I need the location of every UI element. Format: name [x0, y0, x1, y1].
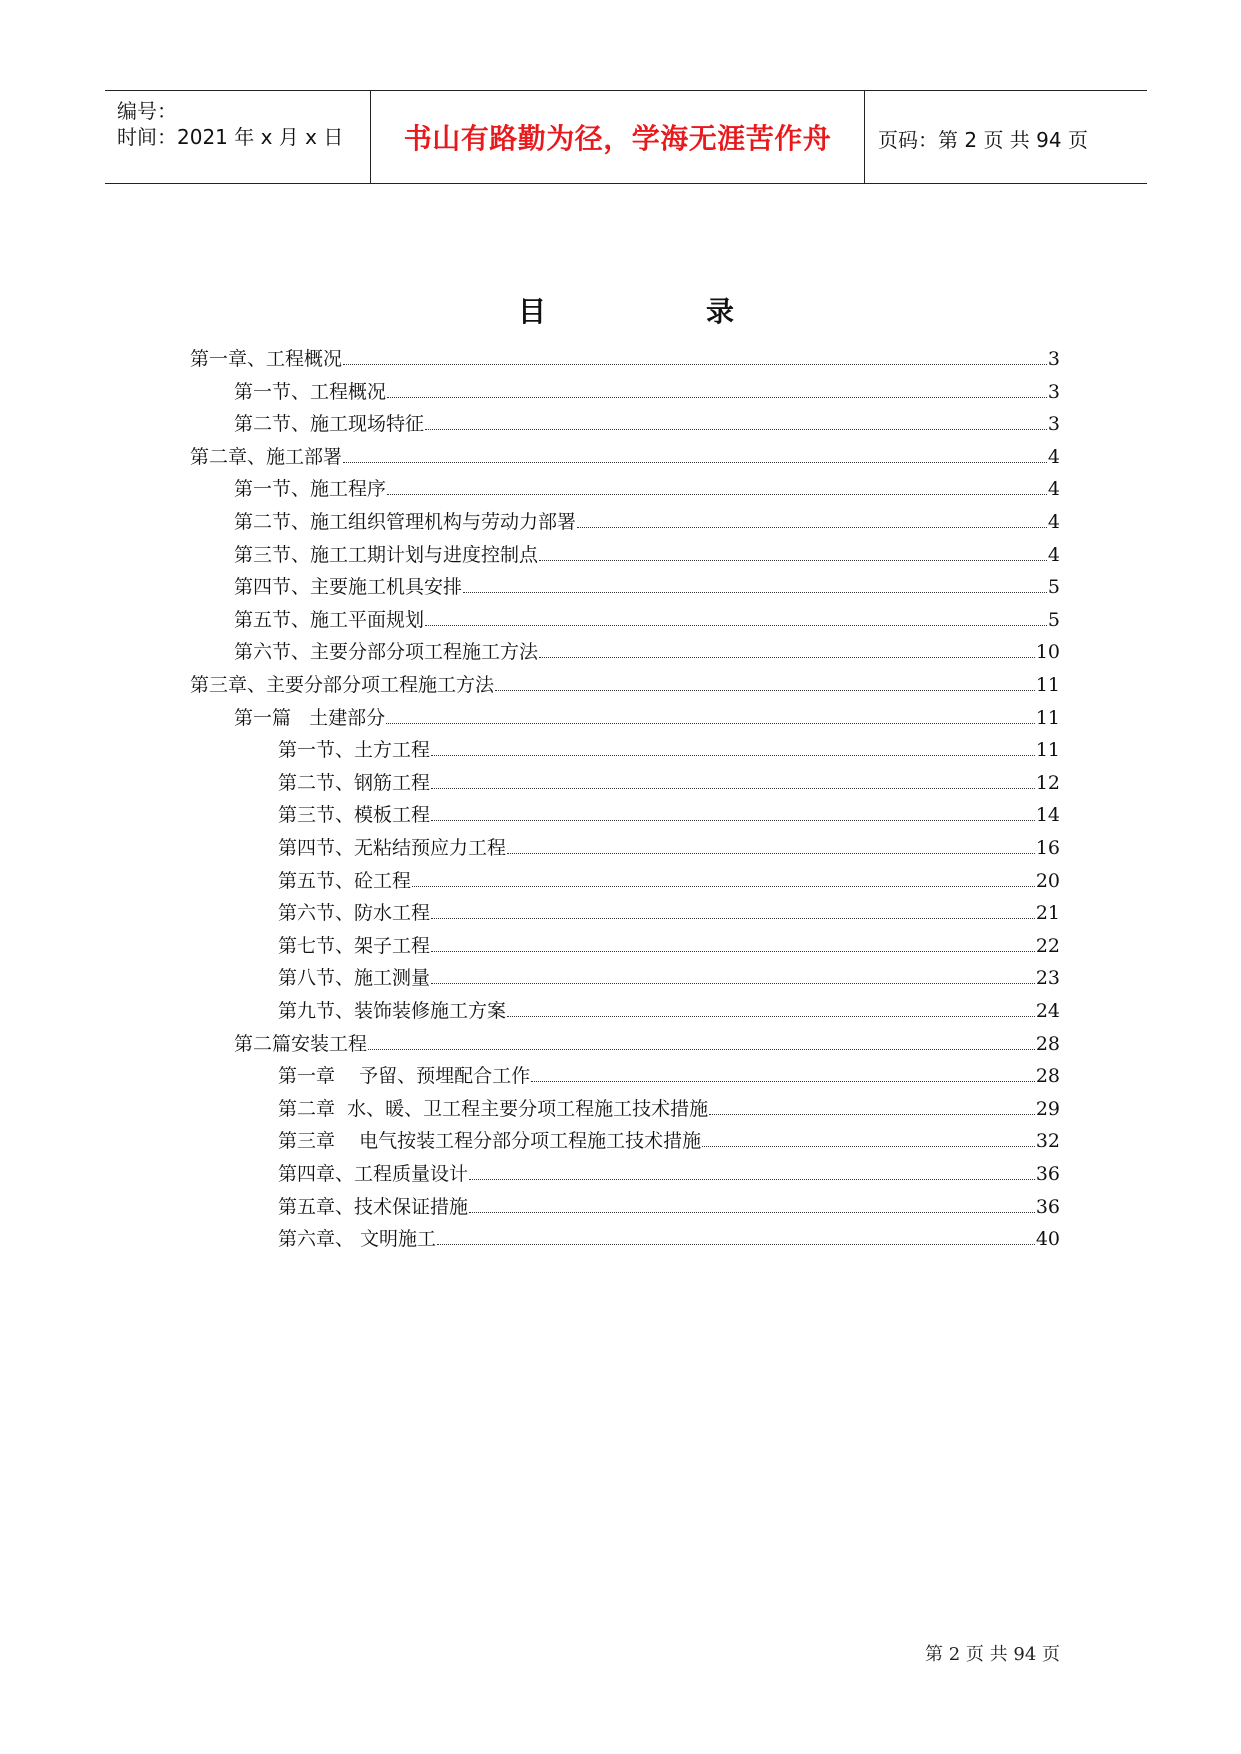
document-number-label: 编号：	[117, 99, 177, 123]
toc-entry-page-number: 28	[1035, 1065, 1060, 1088]
toc-dot-leader	[431, 982, 1035, 984]
toc-entry-label: 第二节、钢筋工程	[278, 771, 431, 794]
toc-entry-label: 第三章、主要分部分项工程施工方法	[190, 674, 495, 696]
toc-entry[interactable]	[278, 735, 1060, 765]
toc-entry-label: 第五节、砼工程	[278, 869, 412, 892]
toc-dot-leader	[507, 1015, 1035, 1017]
toc-entry-label: 第二篇安装工程	[234, 1032, 368, 1055]
toc-entry-page-number: 11	[1035, 739, 1060, 762]
toc-dot-leader	[343, 363, 1047, 365]
toc-entry-page-number: 36	[1035, 1195, 1060, 1218]
toc-title-part2: 录	[706, 295, 735, 328]
toc-entry[interactable]	[278, 1159, 1060, 1189]
toc-dot-leader	[431, 787, 1035, 789]
toc-entry[interactable]	[278, 800, 1060, 830]
toc-entry-label: 第一章 予留、预埋配合工作	[278, 1065, 531, 1088]
header-left-cell	[105, 91, 370, 183]
toc-entry-page-number: 4	[1047, 511, 1060, 533]
page-header	[105, 90, 1147, 184]
toc-dot-leader	[437, 1243, 1035, 1245]
toc-entry-page-number: 36	[1035, 1163, 1060, 1185]
toc-title	[0, 290, 1241, 330]
toc-entry[interactable]	[190, 344, 1060, 374]
toc-dot-leader	[431, 950, 1035, 952]
toc-dot-leader	[387, 493, 1047, 495]
toc-entry-page-number: 3	[1047, 413, 1060, 436]
toc-dot-leader	[539, 656, 1035, 658]
toc-dot-leader	[386, 722, 1035, 724]
toc-dot-leader	[507, 852, 1035, 854]
page-footer: 第 2 页 共 94 页	[925, 1644, 1060, 1665]
header-right-cell	[864, 91, 1147, 183]
toc-entry-page-number: 3	[1047, 348, 1060, 370]
toc-entry[interactable]	[234, 540, 1060, 570]
toc-entry-label: 第八节、施工测量	[278, 967, 431, 990]
header-middle-cell	[370, 91, 865, 183]
toc-entry-page-number: 14	[1035, 804, 1060, 827]
toc-entry[interactable]	[234, 605, 1060, 635]
toc-entry-label: 第二章、施工部署	[190, 445, 343, 468]
toc-entry-page-number: 16	[1035, 837, 1060, 859]
toc-dot-leader	[425, 428, 1047, 430]
toc-entry-page-number: 22	[1035, 934, 1060, 957]
toc-entry-label: 第六章、 文明施工	[278, 1228, 437, 1251]
toc-entry[interactable]	[234, 1029, 1060, 1059]
toc-title-part1: 目	[518, 295, 547, 328]
toc-entry-label: 第九节、装饰装修施工方案	[278, 1000, 507, 1022]
toc-entry[interactable]	[278, 833, 1060, 863]
header-page-label: 页码：第 2 页 共 94 页	[878, 128, 1088, 152]
toc-entry-label: 第一节、工程概况	[234, 380, 387, 403]
toc-entry[interactable]	[278, 768, 1060, 798]
toc-dot-leader	[387, 396, 1047, 398]
toc-entry-page-number: 20	[1035, 869, 1060, 892]
toc-entry-label: 第一节、土方工程	[278, 739, 431, 762]
toc-entry[interactable]	[278, 1192, 1060, 1222]
toc-entry-page-number: 29	[1035, 1097, 1060, 1120]
toc-entry[interactable]	[234, 507, 1060, 537]
toc-dot-leader	[469, 1178, 1035, 1180]
toc-entry-label: 第四节、主要施工机具安排	[234, 576, 463, 599]
toc-entry-page-number: 4	[1047, 543, 1060, 566]
toc-entry-label: 第五节、施工平面规划	[234, 608, 425, 631]
toc-entry-label: 第二节、施工现场特征	[234, 413, 425, 436]
toc-dot-leader	[577, 526, 1047, 528]
toc-entry-page-number: 21	[1035, 902, 1060, 925]
toc-entry-page-number: 23	[1035, 967, 1060, 990]
toc-dot-leader	[431, 917, 1035, 919]
toc-entry-page-number: 4	[1047, 445, 1060, 468]
toc-dot-leader	[469, 1211, 1035, 1213]
toc-entry[interactable]	[278, 996, 1060, 1026]
toc-dot-leader	[709, 1113, 1035, 1115]
toc-entry[interactable]	[234, 703, 1060, 733]
document-time-label: 时间：2021 年 x 月 x 日	[117, 125, 344, 149]
toc-dot-leader	[463, 591, 1047, 593]
toc-entry-page-number: 28	[1035, 1032, 1060, 1055]
toc-dot-leader	[431, 819, 1035, 821]
toc-entry-label: 第四章、工程质量设计	[278, 1163, 469, 1185]
toc-entry[interactable]	[278, 1061, 1060, 1091]
toc-entry[interactable]	[278, 963, 1060, 993]
toc-entry-label: 第二章 水、暖、卫工程主要分项工程施工技术措施	[278, 1097, 709, 1120]
toc-entry-label: 第六节、主要分部分项工程施工方法	[234, 641, 539, 664]
toc-entry[interactable]	[234, 572, 1060, 602]
toc-entry-label: 第三章 电气按装工程分部分项工程施工技术措施	[278, 1130, 702, 1153]
toc-entry[interactable]	[278, 1224, 1060, 1254]
toc-entry-page-number: 11	[1035, 706, 1060, 729]
toc-entry[interactable]	[278, 1126, 1060, 1156]
toc-entry-label: 第一节、施工程序	[234, 478, 387, 501]
toc-entry-page-number: 32	[1035, 1130, 1060, 1153]
toc-entry-page-number: 3	[1047, 380, 1060, 403]
toc-dot-leader	[539, 559, 1047, 561]
toc-dot-leader	[431, 754, 1035, 756]
toc-entry-label: 第二节、施工组织管理机构与劳动力部署	[234, 511, 577, 533]
toc-entry[interactable]	[234, 377, 1060, 407]
toc-entry-label: 第一章、工程概况	[190, 348, 343, 370]
toc-dot-leader	[368, 1048, 1035, 1050]
toc-entry-label: 第六节、防水工程	[278, 902, 431, 925]
header-motto: 书山有路勤为径，学海无涯苦作舟	[403, 122, 832, 155]
toc-entry-label: 第五章、技术保证措施	[278, 1195, 469, 1218]
toc-entry-label: 第三节、模板工程	[278, 804, 431, 827]
toc-entry[interactable]	[278, 931, 1060, 961]
toc-entry-page-number: 24	[1035, 1000, 1060, 1022]
toc-entry[interactable]	[234, 409, 1060, 439]
toc-entry-page-number: 10	[1035, 641, 1060, 664]
toc-dot-leader	[412, 885, 1035, 887]
toc-entry[interactable]	[234, 637, 1060, 667]
toc-dot-leader	[531, 1080, 1035, 1082]
toc-entry[interactable]	[190, 442, 1060, 472]
toc-entry-page-number: 40	[1035, 1228, 1060, 1251]
toc-entry-page-number: 5	[1047, 576, 1060, 599]
toc-dot-leader	[343, 461, 1047, 463]
toc-entry-label: 第七节、架子工程	[278, 934, 431, 957]
toc-dot-leader	[425, 624, 1047, 626]
toc-entry-page-number: 4	[1047, 478, 1060, 501]
toc-entry-page-number: 11	[1035, 674, 1060, 696]
toc-entry[interactable]	[278, 898, 1060, 928]
toc-entry-page-number: 5	[1047, 608, 1060, 631]
toc-dot-leader	[495, 689, 1035, 691]
toc-entry[interactable]	[234, 474, 1060, 504]
toc-entry-label: 第四节、无粘结预应力工程	[278, 837, 507, 859]
toc-entry-label: 第一篇 土建部分	[234, 706, 386, 729]
toc-entry[interactable]	[190, 670, 1060, 700]
toc-entry-page-number: 12	[1035, 771, 1060, 794]
toc-dot-leader	[702, 1145, 1035, 1147]
toc-entry[interactable]	[278, 1094, 1060, 1124]
toc-entry-label: 第三节、施工工期计划与进度控制点	[234, 543, 539, 566]
toc-entry[interactable]	[278, 866, 1060, 896]
